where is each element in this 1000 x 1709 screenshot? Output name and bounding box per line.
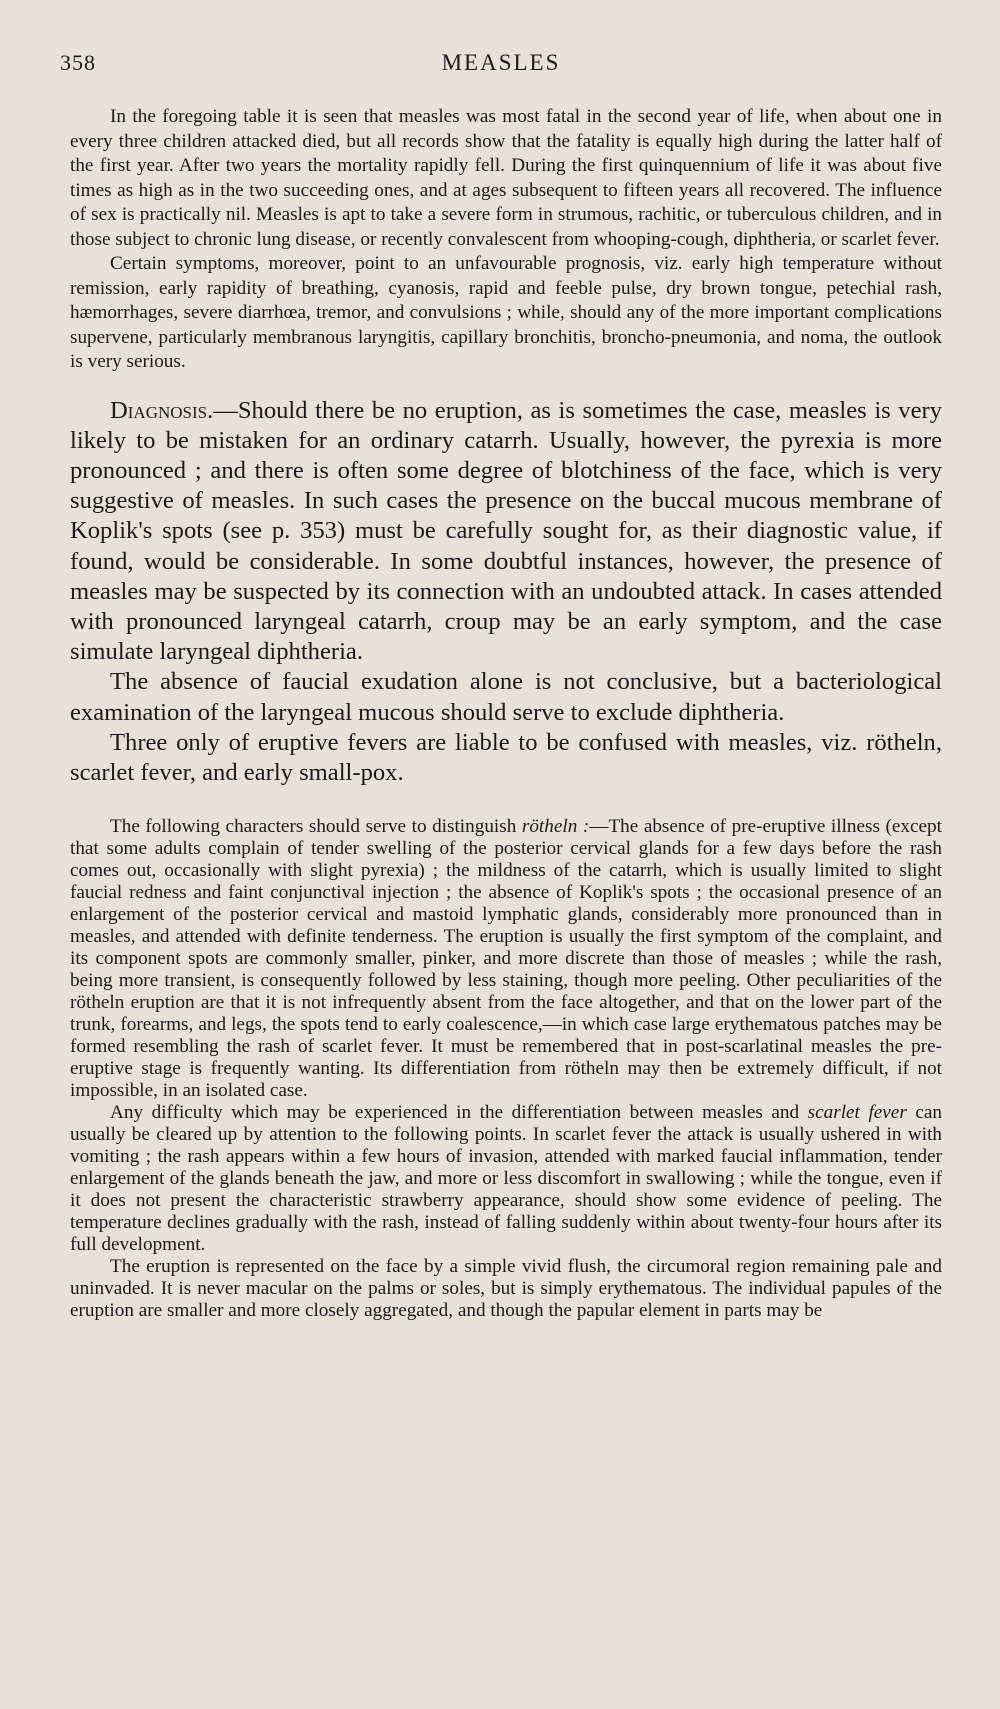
prognosis-section — [70, 105, 942, 375]
diagnosis-section — [70, 396, 942, 789]
eruption-paragraph: The eruption is represented on the face by a simple vivid flush, the circumoral region remaining pale and uninvaded. It is never macular on the palms or soles, but is simply erythematous. The individual papules of the eruption are smaller and more closely aggregated, and though the papular element in parts may be — [70, 1256, 942, 1322]
diagnosis-paragraph-1-text: —Should there be no eruption, as is sometimes the case, measles is very likely to be mistaken for an ordinary catarrh. Usually, however, the pyrexia is more pronounced ; and there is often some degree of blotchiness of the face, which is very suggestive of measles. In such cases the presence on the buccal mucous membrane of Koplik's spots (see p. 353) must be carefully sought for, as their diagnostic value, if found, would be considerable. In some doubtful instances, however, the presence of measles may be suspected by its connection with an undoubted attack. In cases attended with pronounced laryngeal catarrh, croup may be an early symptom, and the case simulate laryngeal diphtheria. — [70, 396, 942, 666]
diagnosis-heading: Diagnosis. — [110, 396, 214, 424]
scarlet-lead: Any difficulty which may be experienced in the differentiation between measles and — [110, 1102, 808, 1124]
scarlet-text: can usually be cleared up by attention to the following points. In scarlet fever the attack is usually ushered in with vomiting ; the rash appears within a few hours of invasion, attended with marked faucial inflammation, tender enlargement of the glands beneath the jaw, and more or less discomfort in swallowing ; while the tongue, even if it does not present the characteristic strawberry appearance, should show some evidence of peeling. The temperature declines gradually with the rash, instead of falling suddenly within about twenty-four hours after its full development. — [70, 1102, 942, 1256]
page-number: 358 — [60, 50, 96, 75]
scarlet-term: scarlet fever — [807, 1102, 907, 1124]
page-body — [70, 105, 942, 1322]
rotheln-paragraph — [70, 816, 942, 1102]
scarlet-fever-paragraph — [70, 1102, 942, 1256]
differential-section — [70, 816, 942, 1322]
diagnosis-paragraph-2: The absence of faucial exudation alone is not conclusive, but a bacteriological examination of the laryngeal mucous should serve to exclude diphtheria. — [70, 668, 942, 726]
diagnosis-paragraph-1 — [70, 396, 942, 668]
rotheln-lead: The following characters should serve to distinguish — [110, 816, 522, 838]
rotheln-term: rötheln : — [521, 816, 590, 838]
rotheln-text: —The absence of pre-eruptive illness (except that some adults complain of tender swelling of the posterior cervical glands for a few days before the rash comes out, occasionally with slight pyrexia) ; the mildness of the catarrh, which is usually limited to slight faucial redness and faint conjunctival injection ; the absence of Koplik's spots ; the occasional presence of an enlargement of the posterior cervical and mastoid lymphatic glands, considerably more pronounced than in measles, and attended with definite tenderness. The eruption is usually the first symptom of the complaint, and its component spots are commonly smaller, pinker, and more discrete than those of measles ; while the rash, being more transient, is consequently followed by less staining, though more peeling. Other peculiarities of the rötheln eruption are that it is not infrequently absent from the face altogether, and that on the lower part of the trunk, forearms, and legs, the spots tend to early coalescence,—in which case large erythematous patches may be formed resembling the rash of scarlet fever. It must be remembered that in post-scarlatinal measles the pre-eruptive stage is frequently wanting. Its differentiation from rötheln may then be extremely difficult, if not impossible, in an isolated case. — [70, 816, 942, 1102]
prognosis-paragraph-1: In the foregoing table it is seen that measles was most fatal in the second year of life, when about one in every three children attacked died, but all records show that the fatality is equally high during the latter half of the first year. After two years the mortality rapidly fell. During the first quinquennium of life it was about five times as high as in the two succeeding ones, and at ages subsequent to fifteen years all recovered. The influence of sex is practically nil. Measles is apt to take a severe form in strumous, rachitic, or tuberculous children, and in those subject to chronic lung disease, or recently convalescent from whooping-cough, diphtheria, or scarlet fever. — [70, 106, 942, 250]
running-head — [60, 50, 942, 86]
running-title: MEASLES — [441, 50, 561, 75]
prognosis-paragraph-2: Certain symptoms, moreover, point to an unfavourable prognosis, viz. early high temperature without remission, early rapidity of breathing, cyanosis, rapid and feeble pulse, dry brown tongue, petechial rash, hæmorrhages, severe diarrhœa, tremor, and convulsions ; while, should any of the more important complications supervene, particularly membranous laryngitis, capillary bronchitis, broncho-pneumonia, and noma, the outlook is very serious. — [70, 253, 942, 372]
diagnosis-paragraph-3: Three only of eruptive fevers are liable to be confused with measles, viz. rötheln, scarlet fever, and early small-pox. — [70, 728, 942, 786]
